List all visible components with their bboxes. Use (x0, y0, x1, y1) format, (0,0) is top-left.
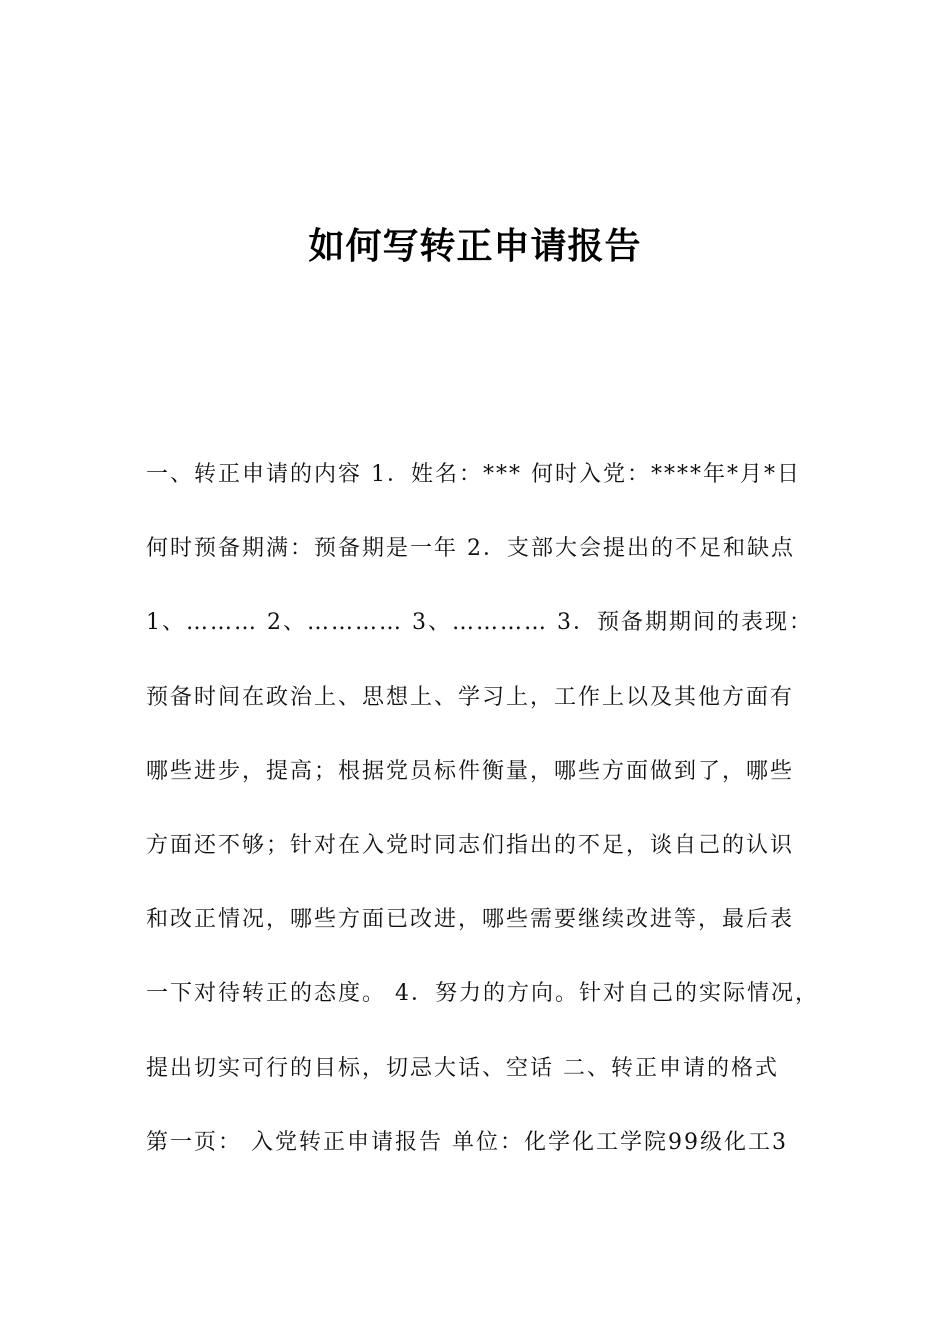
body-line: 1、……… 2、………… 3、………… 3．预备期期间的表现： (146, 610, 813, 636)
body-line: 和改正情况，哪些方面已改进，哪些需要继续改进等，最后表 (146, 907, 795, 933)
body-line: 一、转正申请的内容 1．姓名：*** 何时入党：****年*月*日 (146, 462, 801, 487)
body-line: 何时预备期满：预备期是一年 2．支部大会提出的不足和缺点 (146, 536, 795, 562)
body-line: 提出切实可行的目标，切忌大话、空话 二、转正申请的格式 (146, 1055, 779, 1081)
body-line: 预备时间在政治上、思想上、学习上，工作上以及其他方面有 (146, 684, 795, 710)
body-line: 第一页： 入党转正申请报告 单位：化学化工学院99级化工3 (146, 1129, 788, 1155)
body-line: 方面还不够；针对在入党时同志们指出的不足，谈自己的认识 (146, 832, 795, 858)
body-line: 一下对待转正的态度。 4．努力的方向。针对自己的实际情况， (146, 981, 819, 1007)
document-body (146, 452, 826, 1194)
body-line: 哪些进步，提高；根据党员标件衡量，哪些方面做到了，哪些 (146, 758, 795, 784)
document-title: 如何写转正申请报告 (308, 226, 642, 267)
